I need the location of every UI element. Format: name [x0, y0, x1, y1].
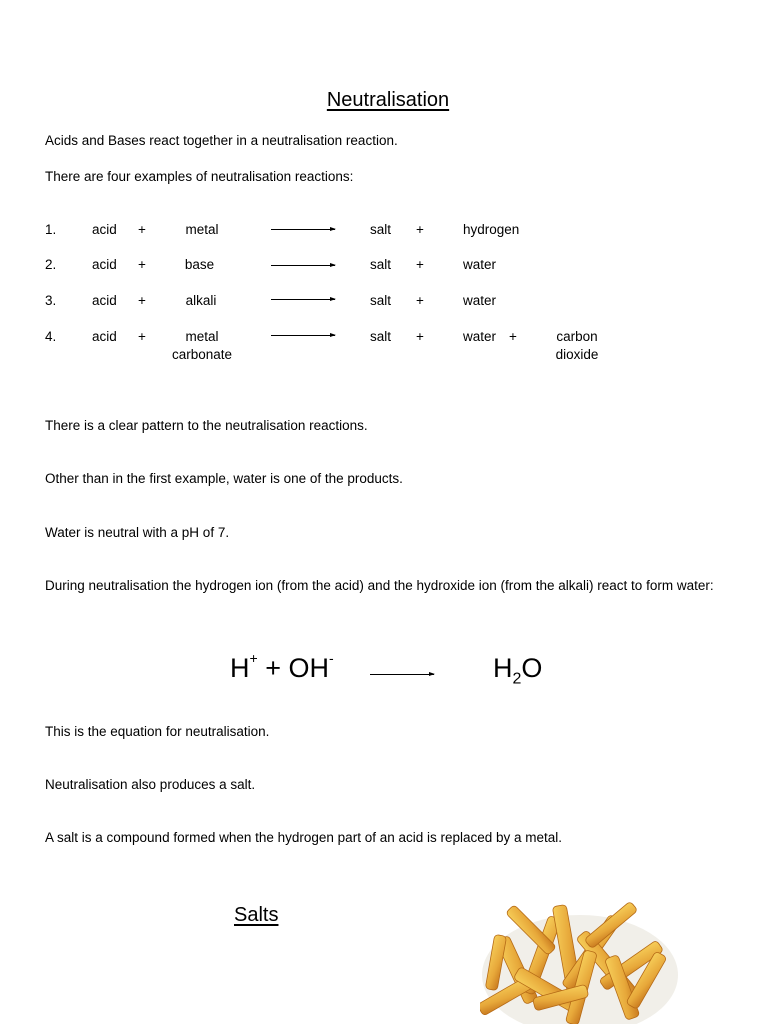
hydrogen-charge: +: [249, 650, 258, 666]
reactant-acid: acid: [92, 222, 117, 237]
hydrogen-symbol: H: [230, 653, 250, 683]
body-line-3: Water is neutral with a pH of 7.: [45, 525, 230, 540]
reaction-number: 4.: [45, 329, 57, 344]
intro-line-1: Acids and Bases react together in a neutralisation reaction.: [45, 133, 398, 148]
plus-sign: +: [509, 329, 517, 344]
reactant-2-line-2: carbonate: [171, 347, 233, 362]
water-h: H: [493, 653, 513, 683]
plus-sign: +: [416, 293, 424, 308]
reaction-number: 2.: [45, 257, 57, 272]
product-salt: salt: [370, 257, 392, 272]
after-line-2: Neutralisation also produces a salt.: [45, 777, 256, 792]
plus-sign: +: [416, 222, 424, 237]
plus-sign: +: [138, 222, 146, 237]
equation-reactants: [230, 652, 334, 684]
plus-sign: +: [138, 293, 146, 308]
body-line-1: There is a clear pattern to the neutralisation reactions.: [45, 418, 368, 433]
hydroxide-charge: -: [329, 650, 334, 666]
product-3: carbon: [556, 329, 598, 344]
reactant-acid: acid: [92, 293, 117, 308]
reaction-arrow: [271, 265, 335, 266]
product-salt: salt: [370, 329, 392, 344]
after-line-3: A salt is a compound formed when the hydrogen part of an acid is replaced by a metal.: [45, 830, 563, 845]
chips-illustration: [480, 895, 680, 1024]
water-subscript: 2: [512, 670, 522, 688]
plus-sign: +: [416, 257, 424, 272]
salts-heading: Salts: [234, 904, 279, 926]
reaction-number: 1.: [45, 222, 57, 237]
reactant-2: base: [184, 257, 215, 272]
page-title: Neutralisation: [326, 89, 450, 111]
after-line-1: This is the equation for neutralisation.: [45, 724, 270, 739]
equation-product: [493, 652, 543, 688]
product-salt: salt: [370, 222, 392, 237]
product-salt: salt: [370, 293, 392, 308]
equation-plus: +: [265, 653, 281, 683]
reactant-2: alkali: [185, 293, 217, 308]
body-line-4: During neutralisation the hydrogen ion (from the acid) and the hydroxide ion (from the alkali) react to form water:: [45, 578, 714, 593]
reaction-number: 3.: [45, 293, 57, 308]
product-2: water: [463, 293, 497, 308]
plus-sign: +: [138, 329, 146, 344]
water-o: O: [521, 653, 543, 683]
reactant-acid: acid: [92, 329, 117, 344]
equation-arrow: [370, 674, 434, 675]
chips-photo: [480, 895, 680, 1024]
product-2: water: [463, 257, 497, 272]
hydroxide-symbol: OH: [288, 653, 329, 683]
reactant-2: metal: [185, 222, 219, 237]
product-2: water: [463, 329, 497, 344]
body-line-2: Other than in the first example, water is one of the products.: [45, 471, 403, 486]
product-2: hydrogen: [463, 222, 520, 237]
reactant-acid: acid: [92, 257, 117, 272]
intro-line-2: There are four examples of neutralisation reactions:: [45, 169, 354, 184]
plus-sign: +: [416, 329, 424, 344]
reaction-arrow: [271, 299, 335, 300]
reactant-2: metal: [185, 329, 219, 344]
product-3-line-2: dioxide: [555, 347, 599, 362]
reaction-arrow: [271, 335, 335, 336]
reaction-arrow: [271, 229, 335, 230]
plus-sign: +: [138, 257, 146, 272]
